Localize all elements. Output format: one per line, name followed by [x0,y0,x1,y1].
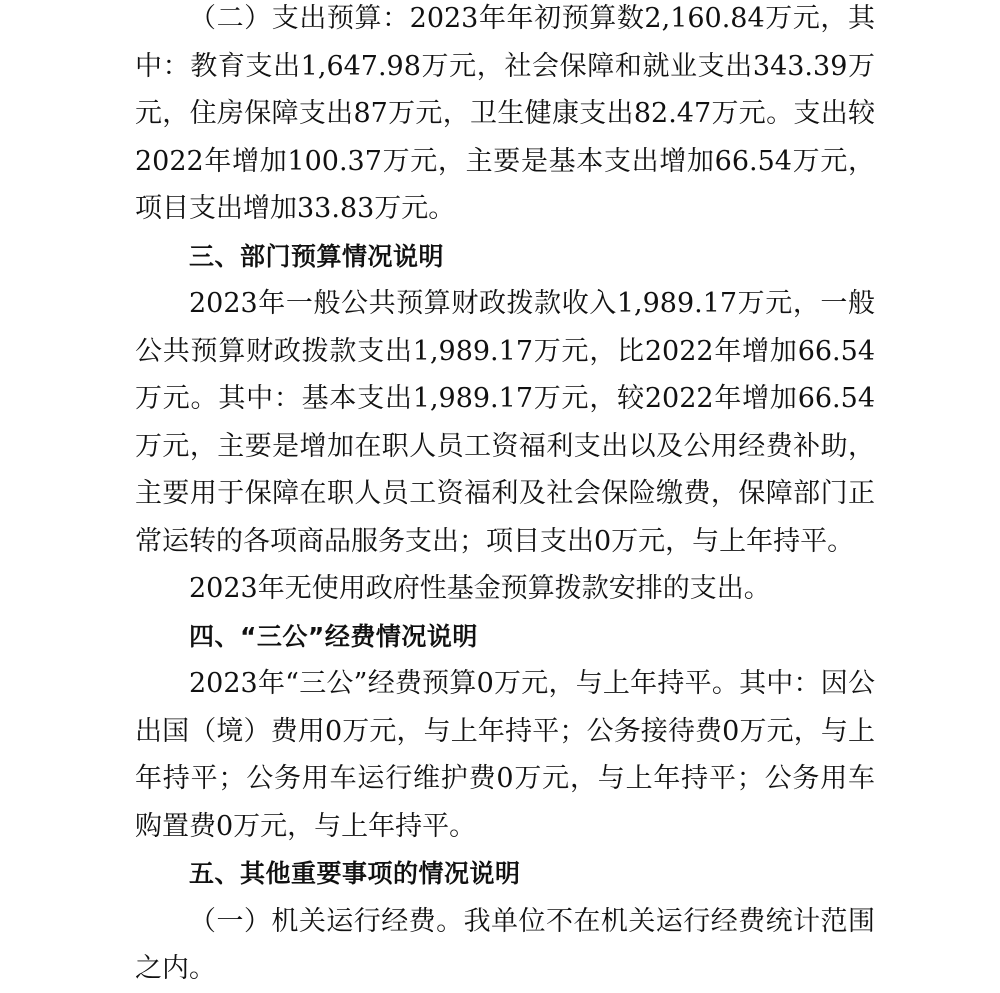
paragraph-three-public-expenses: 2023年“三公”经费预算0万元，与上年持平。其中：因公出国（境）费用0万元，与上年持平；公务接待费0万元，与上年持平；公务用车运行维护费0万元，与上年持平；公务用车购置费0万元，与上年持平。 [135,668,875,842]
paragraph-general-public-budget: 2023年一般公共预算财政拨款收入1,989.17万元，一般公共预算财政拨款支出1,989.17万元，比2022年增加66.54万元。其中：基本支出1,989.17万元，较2022年增加66.54万元，主要是增加在职人员工资福利支出以及公用经费补助，主要用于保障在职人员工资福利及社会保险缴费，保障部门正常运转的各项商品服务支出；项目支出0万元，与上年持平。 [135,288,875,557]
paragraph-expenditure-budget: （二）支出预算：2023年年初预算数2,160.84万元，其中：教育支出1,647.98万元，社会保障和就业支出343.39万元，住房保障支出87万元，卫生健康支出82.47万元。支出较2022年增加100.37万元，主要是基本支出增加66.54万元，项目支出增加33.83万元。 [135,3,875,224]
section-heading-three-public-expenses: 四、“三公”经费情况说明 [189,621,478,651]
section-heading-department-budget: 三、部门预算情况说明 [189,241,445,271]
paragraph-government-fund: 2023年无使用政府性基金预算拨款安排的支出。 [189,573,771,604]
document-body [135,0,875,993]
paragraph-operating-expenses: （一）机关运行经费。我单位不在机关运行经费统计范围之内。 [135,905,875,984]
section-heading-other-matters: 五、其他重要事项的情况说明 [189,859,521,888]
